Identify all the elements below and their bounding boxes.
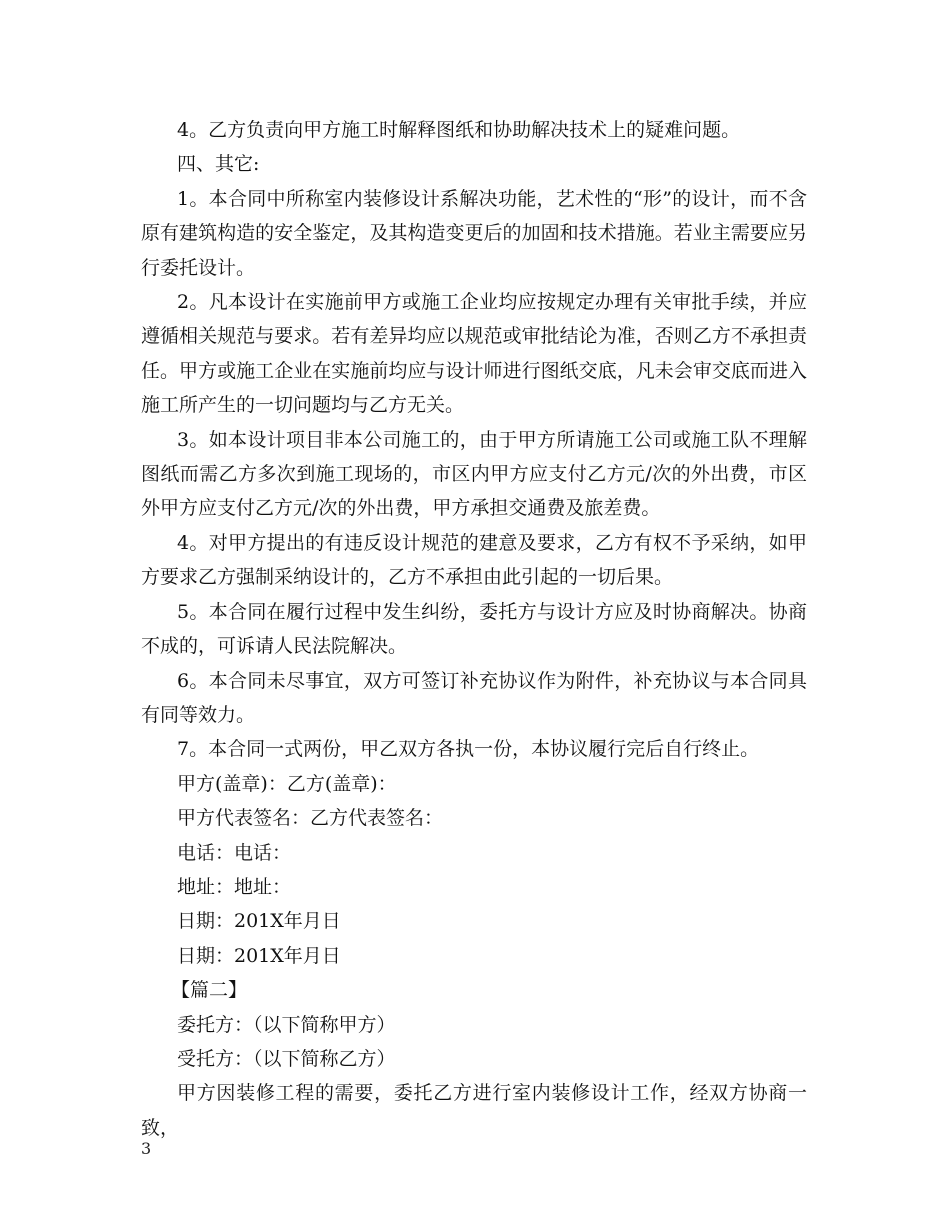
clause-paragraph: 4。对甲方提出的有违反设计规范的建意及要求，乙方有权不予采纳，如甲方要求乙方强制采纳设计的，乙方不承担由此引起的一切后果。 bbox=[141, 531, 807, 589]
page-number: 3 bbox=[141, 1139, 152, 1158]
section-heading: 【篇二】 bbox=[171, 979, 248, 1002]
clause-paragraph: 2。凡本设计在实施前甲方或施工企业均应按规定办理有关审批手续，并应遵循相关规范与要求。若有差异均应以规范或审批结论为准，否则乙方不承担责任。甲方或施工企业在实施前均应与设计师进行图纸交底，凡未会审交底而进入施工所产生的一切问题均与乙方无关。 bbox=[141, 291, 807, 417]
signature-line: 地址：地址： bbox=[177, 875, 292, 898]
signature-line: 甲方代表签名：乙方代表签名： bbox=[177, 807, 444, 830]
signature-line: 电话：电话： bbox=[177, 841, 292, 864]
clause-paragraph: 6。本合同未尽事宜，双方可签订补充协议作为附件，补充协议与本合同具有同等效力。 bbox=[141, 669, 807, 726]
clause-paragraph: 4。乙方负责向甲方施工时解释图纸和协助解决技术上的疑难问题。 bbox=[177, 119, 741, 141]
clause-paragraph: 7。本合同一式两份，甲乙双方各执一份，本协议履行完后自行终止。 bbox=[177, 738, 760, 761]
clause-paragraph: 甲方因装修工程的需要，委托乙方进行室内装修设计工作，经双方协商一致， bbox=[141, 1082, 807, 1139]
party-line: 委托方：（以下简称甲方） bbox=[177, 1013, 396, 1036]
signature-line: 日期：201X年月日 bbox=[177, 910, 341, 933]
signature-line: 甲方(盖章)：乙方(盖章)： bbox=[177, 772, 397, 795]
party-line: 受托方：（以下简称乙方） bbox=[177, 1047, 396, 1070]
signature-line: 日期：201X年月日 bbox=[177, 944, 341, 967]
clause-paragraph: 1。本合同中所称室内装修设计系解决功能，艺术性的“形”的设计，而不含原有建筑构造的安全鉴定，及其构造变更后的加固和技术措施。若业主需要应另行委托设计。 bbox=[141, 187, 807, 279]
clause-paragraph: 5。本合同在履行过程中发生纠纷，委托方与设计方应及时协商解决。协商不成的，可诉请人民法院解决。 bbox=[141, 600, 807, 658]
clause-paragraph: 3。如本设计项目非本公司施工的，由于甲方所请施工公司或施工队不理解图纸而需乙方多次到施工现场的，市区内甲方应支付乙方元/次的外出费，市区外甲方应支付乙方元/次的外出费，甲方承担交通费及旅差费。 bbox=[141, 428, 807, 520]
section-heading: 四、其它: bbox=[177, 153, 260, 176]
document-body bbox=[141, 113, 807, 1145]
